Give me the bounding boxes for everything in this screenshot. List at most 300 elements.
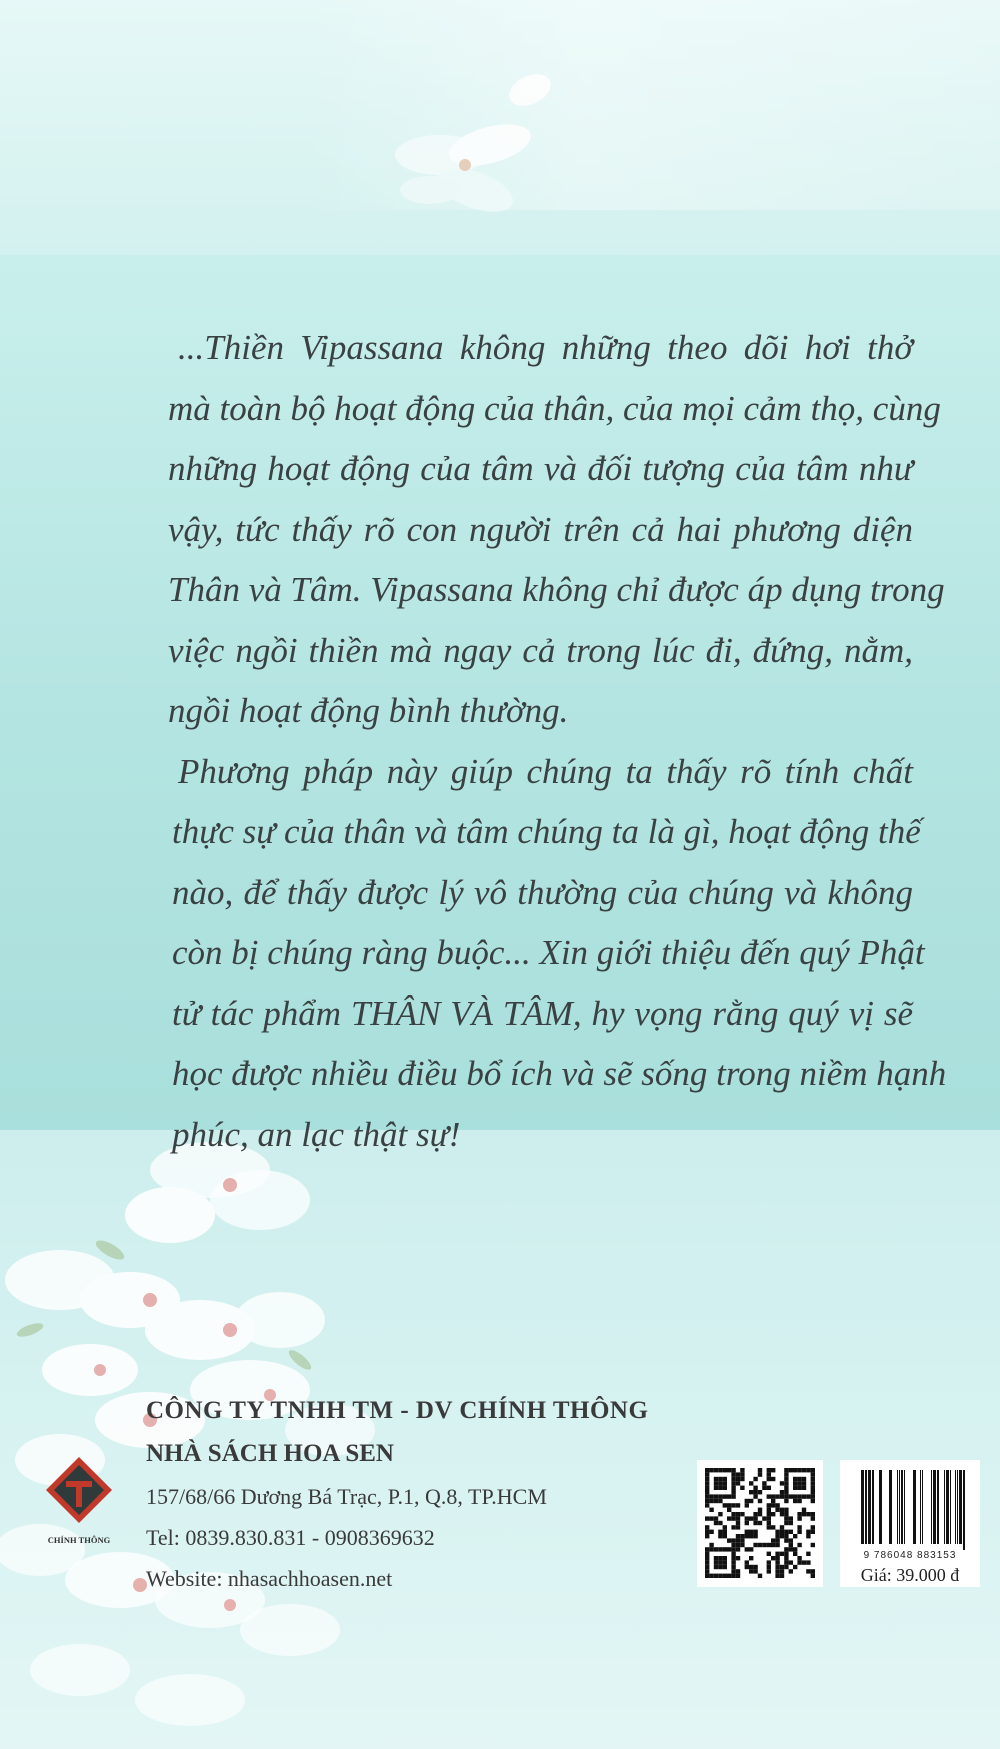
barcode-bar <box>865 1470 867 1544</box>
qr-module <box>749 1565 753 1569</box>
qr-module <box>784 1508 788 1512</box>
qr-module <box>811 1516 815 1520</box>
qr-module <box>767 1472 771 1476</box>
qr-module <box>736 1503 740 1507</box>
qr-module <box>705 1486 709 1490</box>
barcode-bar <box>959 1470 962 1544</box>
qr-module <box>780 1525 784 1529</box>
qr-code <box>697 1460 823 1587</box>
qr-module <box>736 1521 740 1525</box>
qr-module <box>811 1494 815 1498</box>
qr-module <box>780 1534 784 1538</box>
qr-module <box>749 1547 753 1551</box>
qr-module <box>718 1534 722 1538</box>
qr-module <box>758 1508 762 1512</box>
blurb-line: còn bị chúng ràng buộc... Xin giới thiệu đến quý Phật <box>172 933 925 972</box>
qr-module <box>714 1481 718 1485</box>
qr-module <box>714 1477 718 1481</box>
qr-module <box>731 1565 735 1569</box>
qr-module <box>784 1530 788 1534</box>
qr-module <box>753 1477 757 1481</box>
qr-module <box>723 1494 727 1498</box>
qr-module <box>718 1468 722 1472</box>
qr-module <box>771 1556 775 1560</box>
qr-module <box>714 1521 718 1525</box>
qr-module <box>780 1569 784 1573</box>
qr-module <box>705 1499 709 1503</box>
qr-module <box>709 1499 713 1503</box>
qr-module <box>740 1512 744 1516</box>
qr-module <box>762 1516 766 1520</box>
qr-module <box>723 1530 727 1534</box>
qr-module <box>784 1552 788 1556</box>
qr-module <box>811 1468 815 1472</box>
qr-module <box>797 1530 801 1534</box>
qr-module <box>705 1516 709 1520</box>
blurb-line: phúc, an lạc thật sự! <box>172 1114 461 1154</box>
qr-module <box>714 1556 718 1560</box>
qr-module <box>709 1508 713 1512</box>
qr-module <box>705 1556 709 1560</box>
qr-module <box>775 1552 779 1556</box>
qr-module <box>723 1468 727 1472</box>
blurb-line: ...Thiền Vipassana không những theo dõi hơi thở <box>178 328 913 367</box>
qr-module <box>731 1538 735 1542</box>
qr-module <box>709 1543 713 1547</box>
qr-module <box>784 1468 788 1472</box>
qr-module <box>705 1494 709 1498</box>
qr-module <box>784 1534 788 1538</box>
qr-module <box>736 1569 740 1573</box>
qr-module <box>731 1486 735 1490</box>
qr-module <box>736 1547 740 1551</box>
qr-module <box>736 1574 740 1578</box>
qr-module <box>745 1521 749 1525</box>
qr-module <box>793 1534 797 1538</box>
qr-module <box>749 1481 753 1485</box>
qr-module <box>736 1538 740 1542</box>
qr-module <box>771 1494 775 1498</box>
blurb-line: nào, để thấy được lý vô thường của chúng và không <box>172 872 913 912</box>
qr-module <box>789 1516 793 1520</box>
qr-module <box>740 1543 744 1547</box>
qr-module <box>727 1503 731 1507</box>
qr-module <box>749 1530 753 1534</box>
qr-module <box>736 1481 740 1485</box>
qr-module <box>802 1512 806 1516</box>
qr-module <box>723 1565 727 1569</box>
qr-module <box>718 1556 722 1560</box>
barcode-bar <box>963 1470 965 1550</box>
qr-module <box>802 1486 806 1490</box>
qr-module <box>740 1486 744 1490</box>
qr-module <box>775 1538 779 1542</box>
qr-module <box>767 1512 771 1516</box>
isbn-barcode <box>840 1460 980 1587</box>
qr-module <box>714 1499 718 1503</box>
qr-module <box>780 1530 784 1534</box>
qr-module <box>767 1525 771 1529</box>
qr-module <box>771 1503 775 1507</box>
barcode-graphic <box>840 1460 980 1550</box>
qr-module <box>705 1574 709 1578</box>
qr-module <box>745 1547 749 1551</box>
qr-module <box>718 1560 722 1564</box>
qr-module <box>767 1521 771 1525</box>
qr-module <box>718 1494 722 1498</box>
qr-module <box>731 1569 735 1573</box>
qr-module <box>762 1481 766 1485</box>
qr-module <box>806 1512 810 1516</box>
qr-module <box>797 1486 801 1490</box>
qr-module <box>758 1472 762 1476</box>
qr-module <box>749 1499 753 1503</box>
qr-module <box>793 1499 797 1503</box>
qr-module <box>797 1477 801 1481</box>
blurb-line: những hoạt động của tâm và đối tượng của tâm như <box>168 449 913 488</box>
barcode-bar <box>897 1470 898 1544</box>
qr-module <box>806 1468 810 1472</box>
qr-module <box>775 1503 779 1507</box>
qr-module <box>736 1512 740 1516</box>
qr-module <box>705 1565 709 1569</box>
qr-module <box>797 1556 801 1560</box>
qr-module <box>793 1565 797 1569</box>
qr-module <box>714 1547 718 1551</box>
blurb-paragraph-2 <box>168 742 947 1166</box>
qr-module <box>736 1516 740 1520</box>
blurb-line: mà toàn bộ hoạt động của thân, của mọi cảm thọ, cùng <box>168 388 941 428</box>
publisher-store: NHÀ SÁCH HOA SEN <box>146 1440 394 1467</box>
qr-module <box>771 1543 775 1547</box>
qr-module <box>705 1530 709 1534</box>
qr-module <box>784 1556 788 1560</box>
qr-module <box>771 1477 775 1481</box>
qr-module <box>718 1574 722 1578</box>
qr-module <box>811 1543 815 1547</box>
qr-module <box>714 1560 718 1564</box>
qr-module <box>784 1521 788 1525</box>
qr-module <box>745 1534 749 1538</box>
qr-module <box>806 1534 810 1538</box>
qr-module <box>753 1534 757 1538</box>
qr-module <box>723 1574 727 1578</box>
qr-module <box>806 1494 810 1498</box>
qr-module <box>723 1547 727 1551</box>
qr-module <box>784 1472 788 1476</box>
qr-module <box>767 1494 771 1498</box>
qr-module <box>767 1508 771 1512</box>
qr-module <box>714 1565 718 1569</box>
qr-module <box>718 1530 722 1534</box>
qr-module <box>797 1512 801 1516</box>
qr-module <box>740 1477 744 1481</box>
qr-module <box>745 1503 749 1507</box>
qr-module <box>802 1477 806 1481</box>
qr-module <box>758 1499 762 1503</box>
qr-module <box>723 1534 727 1538</box>
qr-module <box>705 1569 709 1573</box>
qr-module <box>749 1569 753 1573</box>
qr-module <box>727 1547 731 1551</box>
qr-module <box>767 1543 771 1547</box>
qr-module <box>780 1574 784 1578</box>
back-cover-blurb <box>168 318 947 1165</box>
qr-module <box>775 1569 779 1573</box>
blurb-line: việc ngồi thiền mà ngay cả trong lúc đi, đứng, nằm, <box>168 630 913 670</box>
qr-module <box>705 1481 709 1485</box>
barcode-bar <box>937 1470 939 1544</box>
qr-module <box>753 1543 757 1547</box>
qr-module <box>723 1481 727 1485</box>
qr-module <box>740 1538 744 1542</box>
qr-module <box>705 1525 709 1529</box>
qr-module <box>797 1560 801 1564</box>
qr-module <box>731 1477 735 1481</box>
qr-module <box>780 1552 784 1556</box>
qr-module <box>793 1552 797 1556</box>
qr-module <box>758 1574 762 1578</box>
publisher-tel: Tel: 0839.830.831 - 0908369632 <box>146 1525 435 1550</box>
qr-module <box>705 1534 709 1538</box>
qr-module <box>784 1538 788 1542</box>
qr-module <box>731 1472 735 1476</box>
qr-module <box>705 1552 709 1556</box>
qr-module <box>758 1490 762 1494</box>
qr-module <box>753 1569 757 1573</box>
qr-module <box>705 1477 709 1481</box>
qr-module <box>731 1468 735 1472</box>
qr-module <box>731 1494 735 1498</box>
qr-module <box>802 1508 806 1512</box>
qr-module <box>771 1525 775 1529</box>
qr-module <box>749 1516 753 1520</box>
qr-module <box>718 1565 722 1569</box>
qr-module <box>758 1468 762 1472</box>
qr-module <box>745 1530 749 1534</box>
qr-module <box>723 1486 727 1490</box>
qr-module <box>789 1547 793 1551</box>
qr-module <box>811 1499 815 1503</box>
price-label: Giá: 39.000 đ <box>860 1565 960 1585</box>
barcode-bar <box>879 1470 882 1544</box>
publisher-logo <box>44 1455 114 1547</box>
barcode-bar <box>933 1470 936 1544</box>
qr-module <box>811 1525 815 1529</box>
qr-module <box>705 1547 709 1551</box>
qr-module <box>709 1516 713 1520</box>
qr-module <box>727 1574 731 1578</box>
qr-module <box>802 1468 806 1472</box>
qr-module <box>767 1477 771 1481</box>
qr-module <box>797 1481 801 1485</box>
qr-module <box>705 1468 709 1472</box>
qr-module <box>775 1530 779 1534</box>
qr-module <box>709 1468 713 1472</box>
qr-module <box>797 1516 801 1520</box>
barcode-bar <box>946 1470 949 1544</box>
qr-module <box>767 1503 771 1507</box>
qr-module <box>767 1560 771 1564</box>
qr-module <box>775 1560 779 1564</box>
qr-module <box>811 1481 815 1485</box>
qr-module <box>723 1556 727 1560</box>
qr-module <box>771 1512 775 1516</box>
qr-module <box>736 1556 740 1560</box>
qr-module <box>811 1490 815 1494</box>
qr-module <box>780 1494 784 1498</box>
barcode-bar <box>901 1470 903 1544</box>
qr-module <box>793 1468 797 1472</box>
qr-module <box>767 1565 771 1569</box>
blurb-line: Thân và Tâm. Vipassana không chỉ được áp dụng trong <box>168 570 945 609</box>
top-flower-image <box>380 60 580 230</box>
qr-module <box>705 1503 709 1507</box>
qr-module <box>753 1521 757 1525</box>
qr-module <box>745 1516 749 1520</box>
blurb-line: vậy, tức thấy rõ con người trên cả hai phương diện <box>168 509 913 549</box>
qr-module <box>780 1508 784 1512</box>
qr-module <box>740 1468 744 1472</box>
barcode-bar <box>868 1470 871 1544</box>
qr-module <box>745 1565 749 1569</box>
qr-module <box>806 1530 810 1534</box>
qr-module <box>784 1516 788 1520</box>
blurb-line: thực sự của thân và tâm chúng ta là gì, hoạt động thế <box>172 812 921 851</box>
qr-module <box>731 1490 735 1494</box>
qr-module <box>789 1538 793 1542</box>
qr-module <box>731 1574 735 1578</box>
qr-module <box>753 1516 757 1520</box>
qr-module <box>775 1508 779 1512</box>
qr-module <box>714 1574 718 1578</box>
qr-module <box>793 1477 797 1481</box>
qr-module <box>789 1569 793 1573</box>
qr-module <box>780 1481 784 1485</box>
qr-module <box>797 1543 801 1547</box>
qr-module <box>811 1486 815 1490</box>
qr-module <box>731 1556 735 1560</box>
qr-module <box>718 1481 722 1485</box>
qr-module <box>775 1556 779 1560</box>
publisher-address: 157/68/66 Dương Bá Trạc, P.1, Q.8, TP.HCM <box>146 1484 547 1509</box>
qr-module <box>727 1494 731 1498</box>
qr-module <box>797 1468 801 1472</box>
qr-module <box>793 1494 797 1498</box>
qr-module <box>709 1494 713 1498</box>
qr-module <box>718 1477 722 1481</box>
qr-module <box>767 1486 771 1490</box>
qr-module <box>714 1486 718 1490</box>
qr-module <box>780 1490 784 1494</box>
qr-module <box>811 1472 815 1476</box>
qr-module <box>749 1534 753 1538</box>
qr-module <box>745 1499 749 1503</box>
qr-module <box>771 1499 775 1503</box>
qr-module <box>762 1486 766 1490</box>
qr-module <box>811 1574 815 1578</box>
qr-module <box>780 1512 784 1516</box>
logo-text: CHÍNH THÔNG <box>47 1535 111 1545</box>
qr-module <box>789 1494 793 1498</box>
qr-module <box>723 1525 727 1529</box>
barcode-bar <box>861 1470 864 1544</box>
qr-module <box>793 1486 797 1490</box>
qr-module <box>731 1560 735 1564</box>
barcode-bar <box>904 1470 905 1544</box>
qr-module <box>784 1499 788 1503</box>
qr-module <box>775 1543 779 1547</box>
qr-module <box>753 1512 757 1516</box>
qr-module <box>705 1472 709 1476</box>
qr-module <box>784 1494 788 1498</box>
blurb-line: học được nhiều điều bổ ích và sẽ sống trong niềm hạnh <box>172 1054 947 1093</box>
qr-module <box>789 1468 793 1472</box>
barcode-bar <box>872 1470 874 1544</box>
qr-module <box>736 1472 740 1476</box>
qr-module <box>775 1565 779 1569</box>
qr-module <box>727 1538 731 1542</box>
qr-module <box>784 1486 788 1490</box>
qr-module <box>789 1521 793 1525</box>
publisher-website: Website: nhasachhoasen.net <box>146 1566 393 1591</box>
qr-module <box>758 1543 762 1547</box>
qr-module <box>736 1534 740 1538</box>
qr-module <box>731 1543 735 1547</box>
qr-module <box>797 1494 801 1498</box>
qr-module <box>775 1494 779 1498</box>
qr-module <box>753 1490 757 1494</box>
qr-module <box>758 1512 762 1516</box>
qr-module <box>731 1552 735 1556</box>
blurb-line: ngồi hoạt động bình thường. <box>168 691 569 730</box>
qr-module <box>762 1543 766 1547</box>
qr-module <box>718 1486 722 1490</box>
qr-module <box>753 1494 757 1498</box>
barcode-bar <box>955 1470 956 1544</box>
qr-module <box>767 1516 771 1520</box>
qr-module <box>753 1486 757 1490</box>
qr-module <box>709 1574 713 1578</box>
qr-module <box>784 1481 788 1485</box>
barcode-bar <box>931 1470 932 1544</box>
qr-module <box>771 1468 775 1472</box>
qr-module <box>793 1547 797 1551</box>
qr-module <box>793 1481 797 1485</box>
qr-module <box>749 1490 753 1494</box>
qr-module <box>723 1560 727 1564</box>
qr-module <box>784 1560 788 1564</box>
qr-module <box>767 1569 771 1573</box>
qr-module <box>811 1512 815 1516</box>
qr-module <box>789 1560 793 1564</box>
qr-module <box>797 1525 801 1529</box>
qr-module <box>802 1494 806 1498</box>
qr-module <box>714 1516 718 1520</box>
qr-module <box>709 1547 713 1551</box>
qr-module <box>731 1547 735 1551</box>
qr-module <box>780 1565 784 1569</box>
blurb-line: Phương pháp này giúp chúng ta thấy rõ tính chất <box>178 751 913 791</box>
qr-module <box>731 1503 735 1507</box>
qr-module <box>789 1530 793 1534</box>
qr-module <box>749 1556 753 1560</box>
barcode-bar <box>899 1470 900 1544</box>
qr-module <box>806 1569 810 1573</box>
qr-module <box>745 1560 749 1564</box>
publisher-info <box>146 1390 648 1599</box>
qr-module <box>784 1565 788 1569</box>
